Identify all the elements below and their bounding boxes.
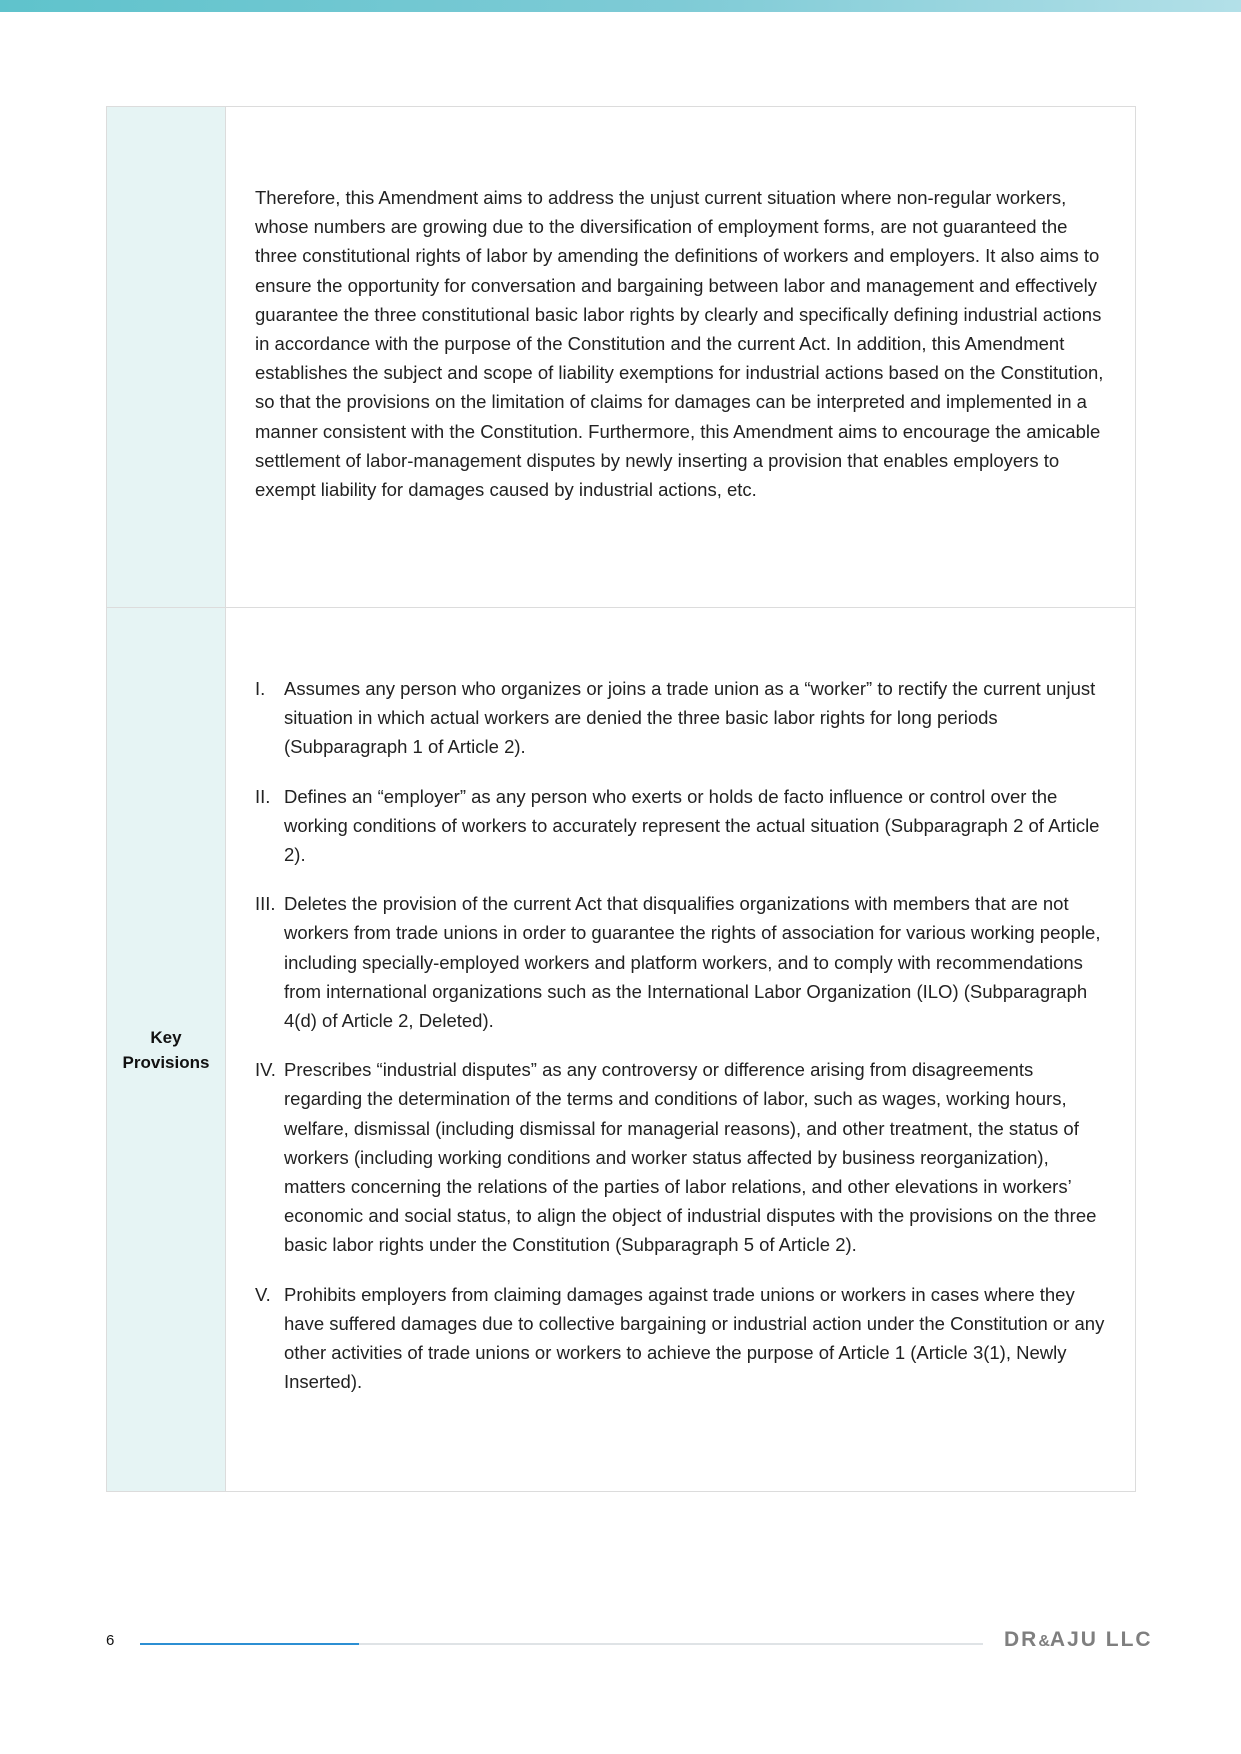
key-provisions-cell xyxy=(226,608,1135,1491)
brand-part-1: DR xyxy=(1004,1628,1039,1651)
list-item xyxy=(255,889,1109,1035)
top-accent-band xyxy=(0,0,1241,12)
table-row-intro xyxy=(107,107,1135,608)
list-item xyxy=(255,1280,1109,1397)
item-text: Prescribes “industrial disputes” as any controversy or difference arising from disagreements regarding the determination of the terms and conditions of labor, such as wages, working hours, welfare, dismissal (including dismissal for managerial reasons), and other treatment, the status of workers (including working conditions and worker status affected by business reorganization), matters concerning the relations of the parties of labor relations, and other elevations in workers’ economic and social status, to align the object of industrial disputes with the provisions on the three basic labor rights under the Constitution (Subparagraph 5 of Article 2). xyxy=(284,1059,1097,1256)
brand-logo xyxy=(1004,1628,1153,1652)
page-number: 6 xyxy=(106,1632,115,1649)
item-number: IV. xyxy=(255,1059,276,1081)
provisions-list xyxy=(255,674,1109,1396)
key-provisions-label xyxy=(107,608,226,1491)
item-number: I. xyxy=(255,678,266,699)
item-text: Prohibits employers from claiming damages against trade unions or workers in cases where they have suffered damages due to collective bargaining or industrial action under the Constitution or any other activities of trade unions or workers to achieve the purpose of Article 1 (Article 3(1), Newly Inserted). xyxy=(284,1283,1105,1393)
footer-progress-track xyxy=(140,1643,983,1645)
item-text: Defines an “employer” as any person who exerts or holds de facto influence or control over the working conditions of workers to accurately represent the actual situation (Subparagraph 2 of Article 2). xyxy=(284,785,1100,866)
intro-cell xyxy=(226,107,1135,607)
footer-progress-fill xyxy=(140,1643,359,1645)
label-line-1: Key xyxy=(150,1027,182,1047)
brand-part-2: AJU LLC xyxy=(1049,1628,1153,1651)
list-item xyxy=(255,782,1109,870)
item-number: II. xyxy=(255,785,271,807)
amendment-table xyxy=(106,106,1136,1492)
intro-paragraph: Therefore, this Amendment aims to address the unjust current situation where non-regular workers, whose numbers are growing due to the diversification of employment forms, are not guaranteed the three constitutional rights of labor by amending the definitions of workers and employers. It also aims to ensure the opportunity for conversation and bargaining between labor and management and effectively guarantee the three constitutional basic labor rights by clearly and specifically defining industrial actions in accordance with the purpose of the Constitution and the current Act. In addition, this Amendment establishes the subject and scope of liability exemptions for industrial actions based on the Constitution, so that the provisions on the limitation of claims for damages can be interpreted and implemented in a manner consistent with the Constitution. Furthermore, this Amendment aims to encourage the amicable settlement of labor-management disputes by newly inserting a provision that enables employers to exempt liability for damages caused by industrial actions, etc. xyxy=(255,187,1104,501)
item-text: Assumes any person who organizes or joins a trade union as a “worker” to rectify the current unjust situation in which actual workers are denied the three basic labor rights for long periods (Subparagraph 1 of Article 2). xyxy=(284,678,1096,758)
list-item xyxy=(255,674,1109,762)
item-number: V. xyxy=(255,1283,271,1305)
item-text: Deletes the provision of the current Act that disqualifies organizations with members that are not workers from trade unions in order to guarantee the rights of association for various working people, including specially-employed workers and platform workers, and to comply with recommendations from international organizations such as the International Labor Organization (ILO) (Subparagraph 4(d) of Article 2, Deleted). xyxy=(284,893,1101,1032)
label-line-2: Provisions xyxy=(122,1052,210,1072)
item-number: III. xyxy=(255,893,276,915)
brand-ampersand: & xyxy=(1038,1633,1050,1650)
table-row-key-provisions xyxy=(107,608,1135,1491)
list-item xyxy=(255,1055,1109,1259)
row-label-empty xyxy=(107,107,226,607)
